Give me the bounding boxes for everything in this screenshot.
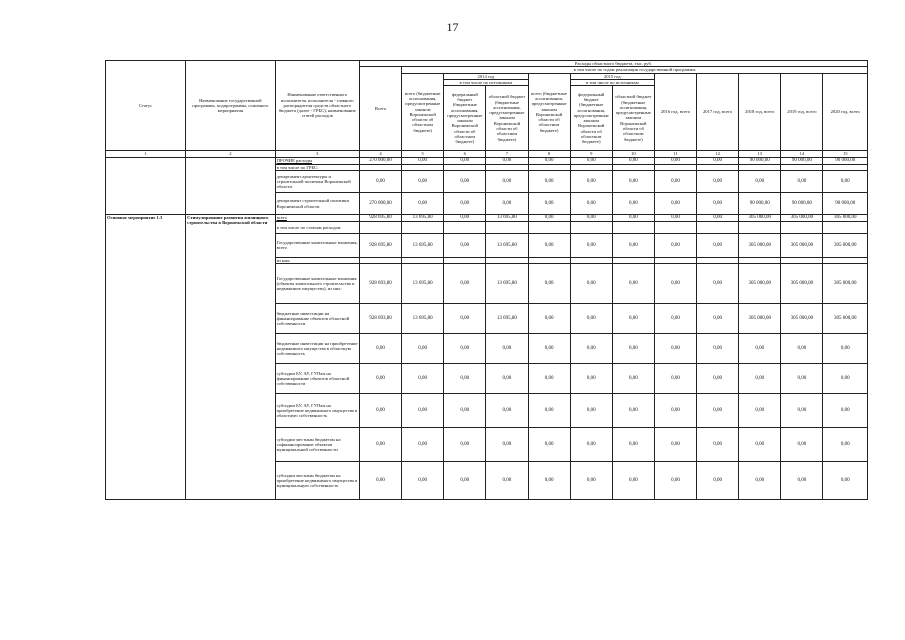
- header-total: Всего: [359, 67, 401, 151]
- header-2015: 2015 год: [570, 73, 654, 79]
- value-cell: 0,00: [823, 462, 868, 500]
- value-cell: 0,00: [612, 215, 654, 222]
- value-cell: [570, 221, 612, 233]
- value-cell: 0,00: [570, 193, 612, 215]
- value-cell: 90 000,00: [739, 158, 781, 165]
- value-cell: 0,00: [823, 364, 868, 394]
- value-cell: 0,00: [654, 193, 696, 215]
- value-cell: 0,00: [528, 394, 570, 428]
- column-number: 1: [106, 151, 186, 158]
- value-cell: 0,00: [359, 462, 401, 500]
- value-cell: 0,00: [570, 264, 612, 304]
- value-cell: 0,00: [528, 193, 570, 215]
- column-number: 3: [275, 151, 359, 158]
- header-2017: 2017 год, всего: [697, 73, 739, 151]
- value-cell: 0,00: [570, 215, 612, 222]
- value-cell: 0,00: [654, 233, 696, 257]
- value-cell: 0,00: [486, 334, 528, 364]
- row-label: Государственные капитальные вложения, всего: [275, 233, 359, 257]
- value-cell: 0,00: [570, 462, 612, 500]
- row-label: департамент архитектуры и строительной политики Воронежской области: [275, 171, 359, 193]
- value-cell: 928 695,80: [359, 215, 401, 222]
- header-indicator: Наименование ответственного исполнителя, исполнителя - главного распорядителя средств областного бюджета (далее - ГРБС), наименование статей расходов: [275, 61, 359, 151]
- value-cell: [654, 221, 696, 233]
- value-cell: 305 000,00: [781, 304, 823, 334]
- value-cell: 0,00: [444, 171, 486, 193]
- header-2015-total: всего (бюджетные ассигнования, предусмотренные законом Воронежской области об областном бюджете): [528, 73, 570, 151]
- value-cell: 270 000,00: [359, 158, 401, 165]
- value-cell: 13 695,80: [402, 264, 444, 304]
- value-cell: 0,00: [612, 364, 654, 394]
- row-label: всего: [275, 215, 359, 222]
- value-cell: 305 000,00: [781, 233, 823, 257]
- value-cell: 0,00: [528, 215, 570, 222]
- value-cell: 0,00: [528, 171, 570, 193]
- value-cell: 305 000,00: [823, 264, 868, 304]
- value-cell: 0,00: [444, 364, 486, 394]
- value-cell: 0,00: [612, 394, 654, 428]
- header-by-years: в том числе по годам реализации государственной программы: [402, 67, 868, 73]
- value-cell: 0,00: [444, 304, 486, 334]
- value-cell: 305 000,00: [739, 233, 781, 257]
- header-expenses-title: Расходы областного бюджета, тыс. руб.: [359, 61, 867, 67]
- value-cell: 928 695,80: [359, 233, 401, 257]
- value-cell: [697, 221, 739, 233]
- header-2016: 2016 год, всего: [654, 73, 696, 151]
- header-2015-reg: областной бюджет (бюджетные ассигнования, предусмотренные законом Воронежской области об областном бюджете): [612, 86, 654, 151]
- column-number: 2: [186, 151, 276, 158]
- value-cell: [823, 221, 868, 233]
- value-cell: 90 000,00: [781, 193, 823, 215]
- budget-table: [105, 60, 868, 500]
- value-cell: 13 695,80: [402, 233, 444, 257]
- value-cell: 0,00: [444, 233, 486, 257]
- value-cell: 0,00: [402, 193, 444, 215]
- value-cell: 0,00: [402, 334, 444, 364]
- value-cell: 0,00: [612, 304, 654, 334]
- header-2020: 2020 год, всего: [823, 73, 868, 151]
- value-cell: [528, 221, 570, 233]
- header-2015-incl: в том числе по источникам: [570, 79, 654, 85]
- value-cell: 0,00: [697, 215, 739, 222]
- value-cell: 0,00: [359, 171, 401, 193]
- value-cell: 90 000,00: [739, 193, 781, 215]
- value-cell: 0,00: [570, 334, 612, 364]
- main-event-status: Основное мероприятие 1.3: [106, 215, 186, 500]
- status-cell-empty: [106, 158, 186, 215]
- value-cell: 305 000,00: [823, 215, 868, 222]
- column-number: 6: [444, 151, 486, 158]
- value-cell: 0,00: [570, 364, 612, 394]
- value-cell: 0,00: [570, 428, 612, 462]
- row-label: из них:: [275, 257, 359, 263]
- header-2014: 2014 год: [444, 73, 528, 79]
- value-cell: [444, 221, 486, 233]
- value-cell: 0,00: [612, 193, 654, 215]
- value-cell: 0,00: [444, 193, 486, 215]
- row-label: бюджетные инвестиции на приобретение недвижимого имущества в областную собственность: [275, 334, 359, 364]
- value-cell: 0,00: [486, 462, 528, 500]
- table-row: [106, 158, 868, 165]
- value-cell: 0,00: [444, 462, 486, 500]
- value-cell: 0,00: [612, 462, 654, 500]
- value-cell: 0,00: [528, 428, 570, 462]
- column-number: 14: [781, 151, 823, 158]
- value-cell: 0,00: [697, 462, 739, 500]
- value-cell: 0,00: [654, 171, 696, 193]
- value-cell: 0,00: [823, 428, 868, 462]
- value-cell: 0,00: [739, 334, 781, 364]
- column-number-row: [106, 151, 868, 158]
- value-cell: 0,00: [528, 462, 570, 500]
- row-label: Государственные капитальные вложения (объекты капитального строительства и недвижимое имущество), из них:: [275, 264, 359, 304]
- row-label: субсидии БУ, АУ, ГУПам на приобретение недвижимого имущества в областную собственность: [275, 394, 359, 428]
- row-label: в том числе по статьям расходов:: [275, 221, 359, 233]
- value-cell: 0,00: [359, 364, 401, 394]
- value-cell: 305 000,00: [739, 264, 781, 304]
- program-cell-empty: [186, 158, 276, 215]
- value-cell: 0,00: [654, 428, 696, 462]
- value-cell: 13 695,80: [486, 233, 528, 257]
- value-cell: 0,00: [697, 233, 739, 257]
- value-cell: 0,00: [528, 264, 570, 304]
- value-cell: 0,00: [570, 304, 612, 334]
- value-cell: 0,00: [528, 158, 570, 165]
- value-cell: 13 695,80: [486, 215, 528, 222]
- value-cell: 0,00: [486, 193, 528, 215]
- value-cell: 90 000,00: [781, 158, 823, 165]
- value-cell: [739, 221, 781, 233]
- value-cell: 0,00: [528, 304, 570, 334]
- value-cell: 0,00: [486, 364, 528, 394]
- value-cell: 0,00: [570, 158, 612, 165]
- value-cell: 0,00: [739, 428, 781, 462]
- value-cell: 0,00: [697, 158, 739, 165]
- value-cell: 0,00: [528, 233, 570, 257]
- value-cell: 0,00: [402, 364, 444, 394]
- main-event-name: Стимулирование развития жилищного строительства в Воронежской области: [186, 215, 276, 500]
- value-cell: 0,00: [528, 334, 570, 364]
- value-cell: 0,00: [823, 171, 868, 193]
- value-cell: 0,00: [739, 462, 781, 500]
- value-cell: 0,00: [697, 394, 739, 428]
- value-cell: 0,00: [697, 334, 739, 364]
- value-cell: 0,00: [823, 394, 868, 428]
- row-label: в том числе по ГРБС:: [275, 164, 359, 170]
- value-cell: 0,00: [444, 334, 486, 364]
- value-cell: 13 695,80: [402, 304, 444, 334]
- column-number: 11: [654, 151, 696, 158]
- row-label: ПРОЧИЕ расходы: [275, 158, 359, 165]
- value-cell: 0,00: [486, 171, 528, 193]
- header-2014-incl: в том числе по источникам: [444, 79, 528, 85]
- value-cell: 0,00: [697, 304, 739, 334]
- value-cell: 0,00: [739, 394, 781, 428]
- column-number: 15: [823, 151, 868, 158]
- value-cell: 0,00: [612, 233, 654, 257]
- value-cell: 0,00: [486, 158, 528, 165]
- value-cell: 305 000,00: [823, 233, 868, 257]
- value-cell: 0,00: [612, 171, 654, 193]
- value-cell: 0,00: [781, 364, 823, 394]
- header-2014-total: всего (бюджетные ассигнования, предусмотренные законом Воронежской области об областном бюджете): [402, 73, 444, 151]
- header-status: Статус: [106, 61, 186, 151]
- column-number: 4: [359, 151, 401, 158]
- value-cell: 0,00: [654, 215, 696, 222]
- value-cell: 0,00: [781, 334, 823, 364]
- value-cell: 305 000,00: [781, 264, 823, 304]
- value-cell: 0,00: [781, 171, 823, 193]
- value-cell: 0,00: [654, 394, 696, 428]
- value-cell: 0,00: [697, 428, 739, 462]
- value-cell: 13 695,80: [486, 264, 528, 304]
- row-label: субсидии БУ, АУ, ГУПам на финансирование объектов областной собственности: [275, 364, 359, 394]
- header-2018: 2018 год, всего: [739, 73, 781, 151]
- value-cell: 0,00: [697, 364, 739, 394]
- value-cell: 90 000,00: [823, 193, 868, 215]
- value-cell: 0,00: [444, 264, 486, 304]
- header-2014-fed: федеральный бюджет (бюджетные ассигнования, предусмотренные законом Воронежской области об областном бюджете): [444, 86, 486, 151]
- value-cell: 0,00: [654, 462, 696, 500]
- value-cell: 13 695,80: [402, 215, 444, 222]
- value-cell: 0,00: [612, 264, 654, 304]
- value-cell: 0,00: [570, 233, 612, 257]
- value-cell: 0,00: [781, 462, 823, 500]
- value-cell: 0,00: [444, 394, 486, 428]
- value-cell: 0,00: [444, 158, 486, 165]
- value-cell: 270 000,00: [359, 193, 401, 215]
- value-cell: [486, 221, 528, 233]
- value-cell: 0,00: [739, 171, 781, 193]
- value-cell: 305 000,00: [823, 304, 868, 334]
- value-cell: 0,00: [486, 428, 528, 462]
- value-cell: 0,00: [359, 394, 401, 428]
- value-cell: 0,00: [402, 158, 444, 165]
- column-number: 9: [570, 151, 612, 158]
- value-cell: 305 000,00: [781, 215, 823, 222]
- value-cell: 0,00: [654, 264, 696, 304]
- column-number: 7: [486, 151, 528, 158]
- page-number: 17: [446, 20, 459, 34]
- value-cell: 928 693,80: [359, 264, 401, 304]
- value-cell: 928 693,80: [359, 304, 401, 334]
- value-cell: 0,00: [697, 171, 739, 193]
- value-cell: [359, 221, 401, 233]
- column-number: 10: [612, 151, 654, 158]
- value-cell: 0,00: [402, 171, 444, 193]
- value-cell: 0,00: [359, 334, 401, 364]
- header-program-name: Наименование государственной программы, подпрограммы, основного мероприятия: [186, 61, 276, 151]
- value-cell: 0,00: [823, 334, 868, 364]
- value-cell: 0,00: [612, 158, 654, 165]
- row-label: субсидии местным бюджетам на приобретение недвижимого имущества в муниципальную собственность: [275, 462, 359, 500]
- header-2019: 2019 год, всего: [781, 73, 823, 151]
- value-cell: 0,00: [654, 364, 696, 394]
- value-cell: 0,00: [612, 334, 654, 364]
- value-cell: 0,00: [781, 394, 823, 428]
- value-cell: 0,00: [612, 428, 654, 462]
- value-cell: 0,00: [654, 304, 696, 334]
- value-cell: 0,00: [444, 215, 486, 222]
- value-cell: 0,00: [654, 158, 696, 165]
- column-number: 13: [739, 151, 781, 158]
- value-cell: [612, 221, 654, 233]
- value-cell: 13 695,80: [486, 304, 528, 334]
- column-number: 12: [697, 151, 739, 158]
- column-number: 8: [528, 151, 570, 158]
- row-label: департамент строительной политики Воронежской области: [275, 193, 359, 215]
- value-cell: [781, 221, 823, 233]
- header-2015-fed: федеральный бюджет (бюджетные ассигнования, предусмотренные законом Воронежской области об областном бюджете): [570, 86, 612, 151]
- row-label: бюджетные инвестиции на финансирование объектов областной собственности: [275, 304, 359, 334]
- value-cell: 0,00: [402, 462, 444, 500]
- value-cell: 0,00: [781, 428, 823, 462]
- value-cell: 0,00: [444, 428, 486, 462]
- table-row: [106, 215, 868, 222]
- column-number: 5: [402, 151, 444, 158]
- value-cell: 0,00: [697, 193, 739, 215]
- value-cell: 0,00: [402, 428, 444, 462]
- value-cell: 0,00: [697, 264, 739, 304]
- value-cell: 0,00: [486, 394, 528, 428]
- value-cell: 305 000,00: [739, 304, 781, 334]
- value-cell: 0,00: [359, 428, 401, 462]
- header-2014-reg: областной бюджет (бюджетные ассигнования, предусмотренные законом Воронежской области об областном бюджете): [486, 86, 528, 151]
- value-cell: 0,00: [570, 394, 612, 428]
- value-cell: 0,00: [402, 394, 444, 428]
- row-label: субсидии местным бюджетам на софинансирование объектов муниципальной собственности: [275, 428, 359, 462]
- value-cell: 0,00: [739, 364, 781, 394]
- value-cell: [402, 221, 444, 233]
- value-cell: 0,00: [654, 334, 696, 364]
- value-cell: 0,00: [528, 364, 570, 394]
- value-cell: 305 000,00: [739, 215, 781, 222]
- value-cell: 0,00: [570, 171, 612, 193]
- value-cell: 90 000,00: [823, 158, 868, 165]
